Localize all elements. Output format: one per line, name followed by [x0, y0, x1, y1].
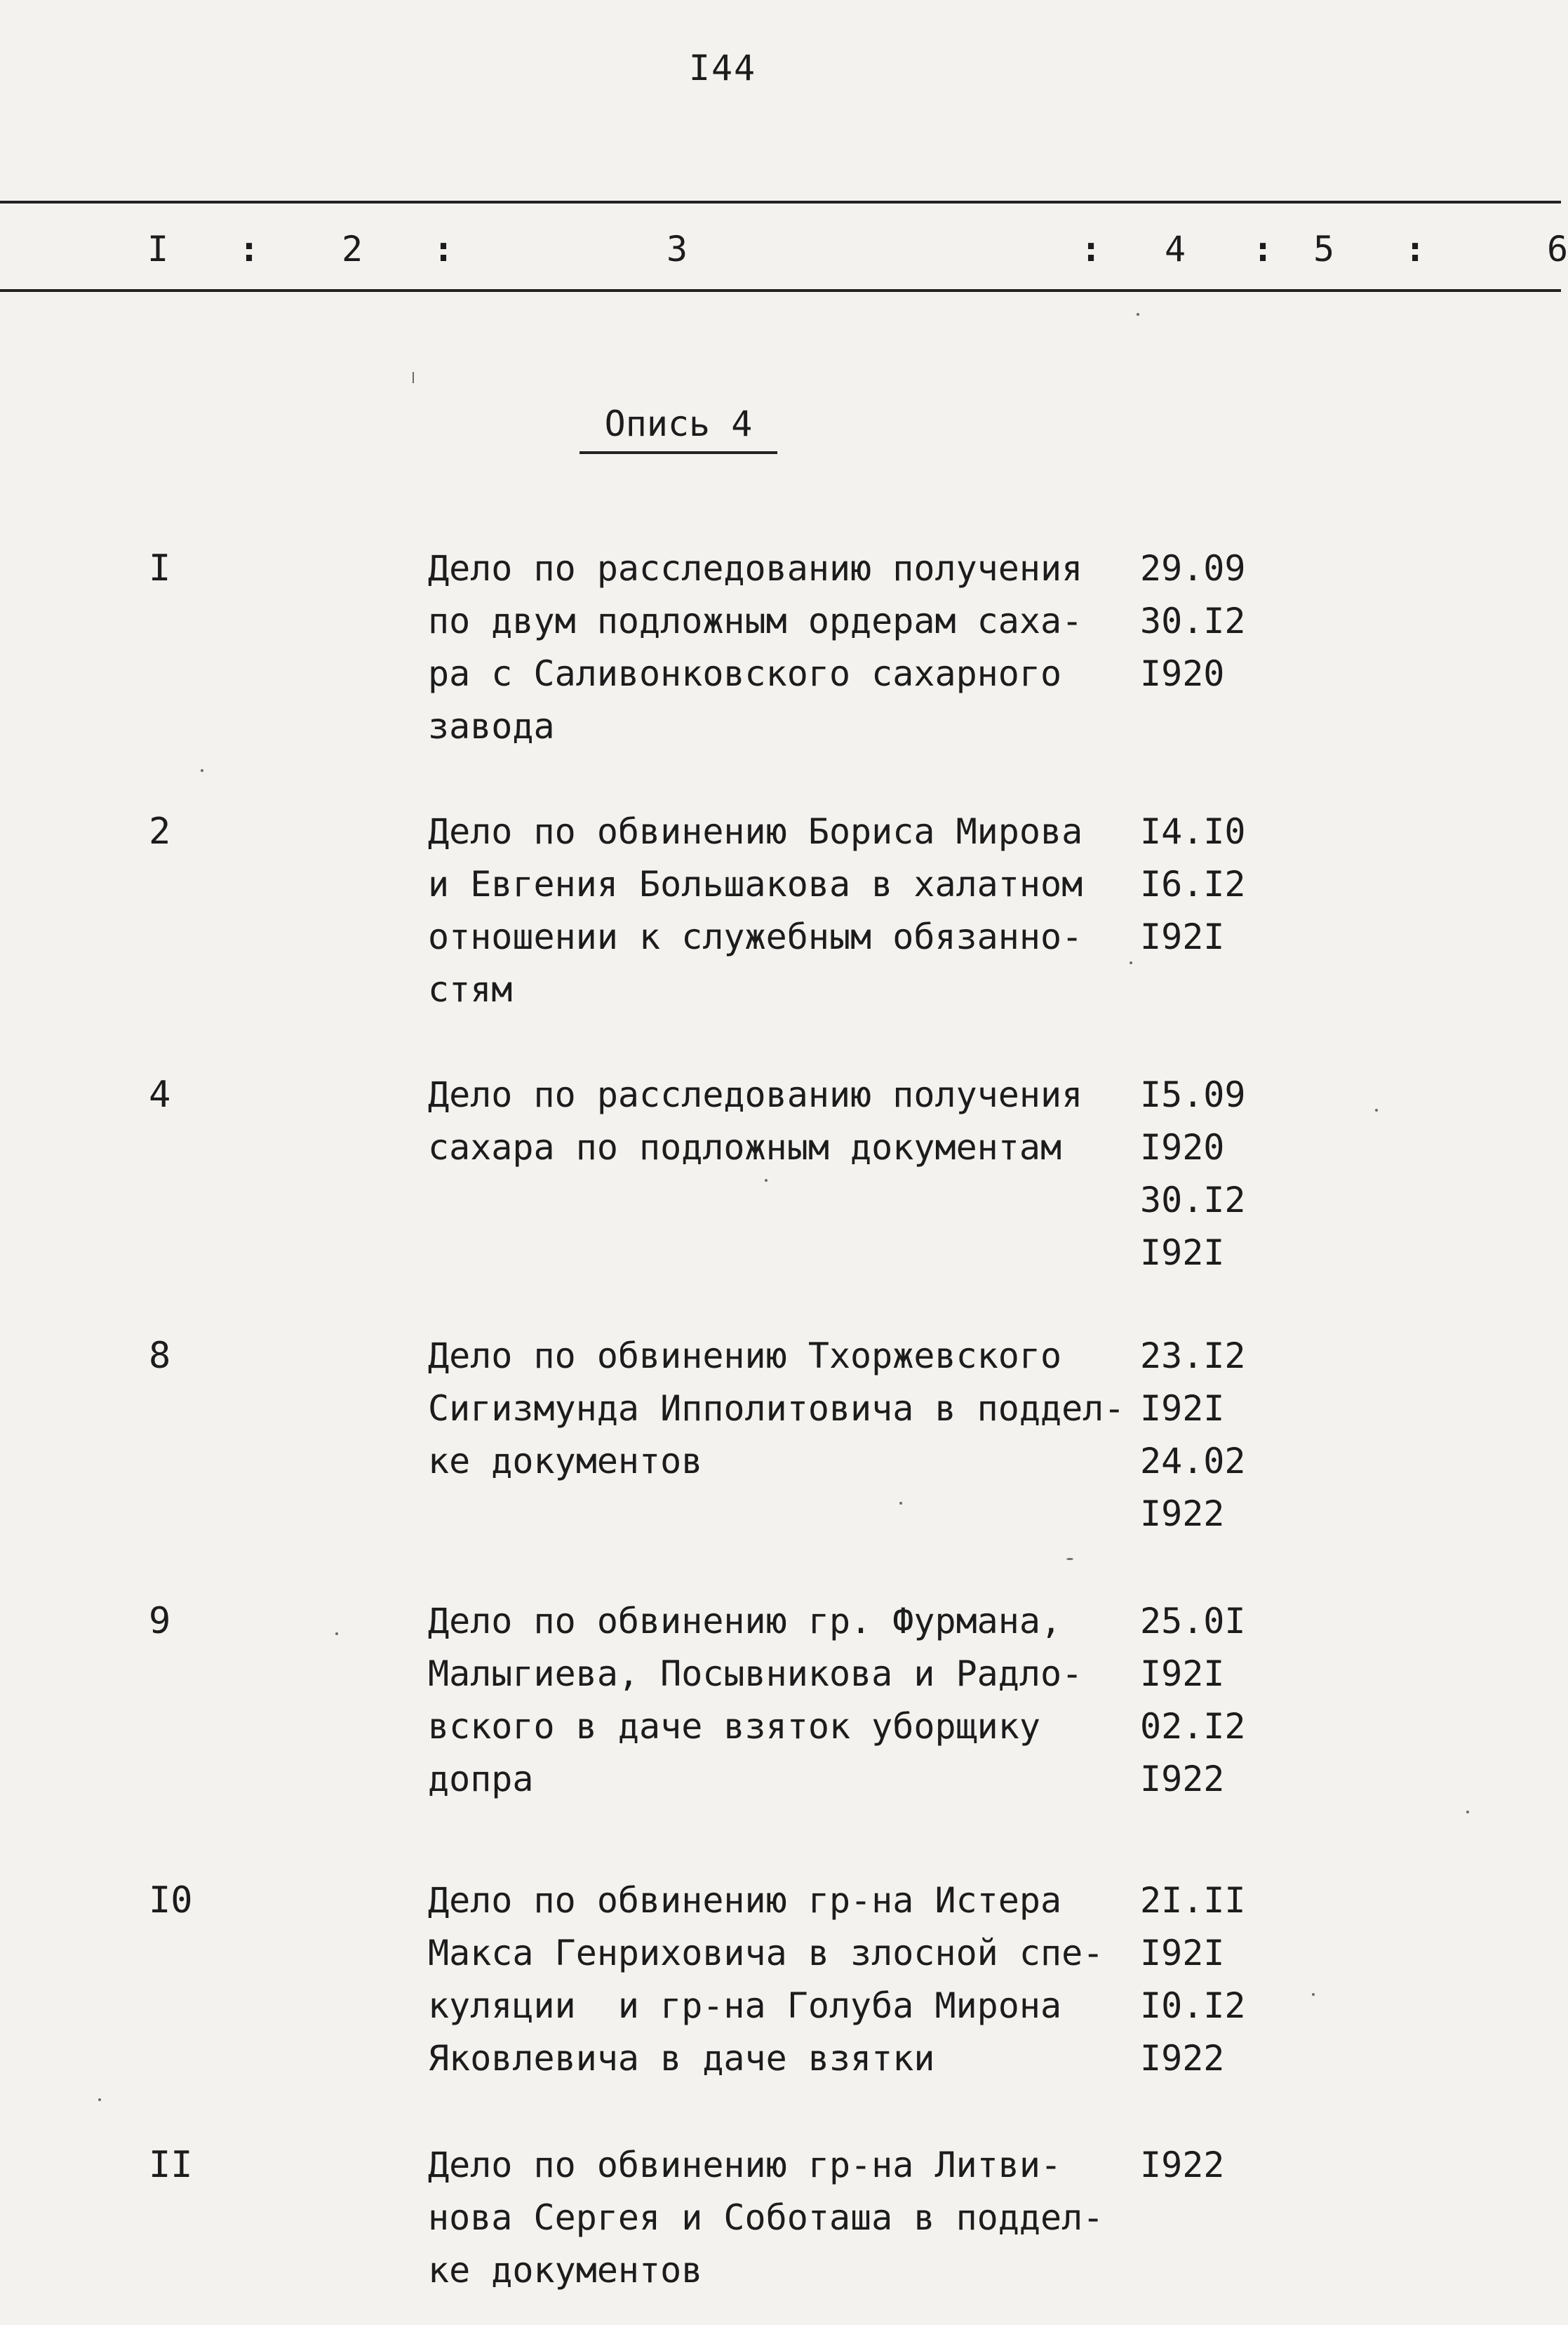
- entry-description: [428, 1330, 1130, 1488]
- entry-number: 8: [149, 1335, 171, 1377]
- scan-speck: [1137, 313, 1139, 316]
- entry-number: 4: [149, 1074, 171, 1116]
- header-rule-bottom: [0, 289, 1561, 292]
- column-header-4: 4: [1165, 229, 1186, 269]
- entry-dates: [1140, 1874, 1280, 2085]
- scan-speck: [1466, 1811, 1469, 1813]
- description-line: Дело по обвинению гр. Фурмана,: [428, 1601, 1062, 1641]
- entry-dates: [1140, 2139, 1280, 2192]
- date-line: I922: [1140, 1759, 1225, 1799]
- description-line: Дело по обвинению Бориса Мирова: [428, 811, 1083, 852]
- entry-description: [428, 2139, 1130, 2297]
- scan-speck: [1066, 1558, 1073, 1560]
- scan-speck: [899, 1502, 902, 1505]
- column-header-5: 5: [1313, 229, 1335, 269]
- scan-speck: [413, 372, 414, 383]
- description-line: Яковлевича в даче взятки: [428, 2038, 935, 2079]
- date-line: I92I: [1140, 917, 1225, 957]
- entry-dates: [1140, 1330, 1280, 1540]
- scan-speck: [765, 1179, 768, 1182]
- column-header-1: I: [147, 229, 169, 269]
- scan-speck: [98, 2098, 101, 2101]
- description-line: допра: [428, 1759, 534, 1799]
- description-line: Сигизмунда Ипполитовича в поддел-: [428, 1388, 1125, 1429]
- scan-speck: [335, 1632, 338, 1635]
- date-line: 23.I2: [1140, 1335, 1246, 1376]
- description-line: ке документов: [428, 1441, 703, 1481]
- date-line: I92I: [1140, 1232, 1225, 1273]
- header-rule-top: [0, 201, 1561, 204]
- entry-description: [428, 542, 1130, 753]
- entry-description: [428, 1595, 1130, 1806]
- description-line: Дело по обвинению Тхоржевского: [428, 1335, 1062, 1376]
- description-line: ке документов: [428, 2250, 703, 2291]
- scan-speck: [1130, 961, 1132, 964]
- entry-number: I: [149, 547, 171, 589]
- description-line: ра с Саливонковского сахарного: [428, 653, 1062, 694]
- entry-description: [428, 1069, 1130, 1174]
- inventory-title: Опись 4: [579, 404, 777, 454]
- scan-speck: [1375, 1109, 1378, 1112]
- scan-speck: [201, 769, 203, 772]
- date-line: 2I.II: [1140, 1880, 1246, 1921]
- date-line: 25.0I: [1140, 1601, 1246, 1641]
- description-line: Дело по обвинению гр-на Литви-: [428, 2145, 1062, 2185]
- entry-description: [428, 806, 1130, 1016]
- entry-dates: [1140, 1069, 1280, 1279]
- description-line: стям: [428, 969, 513, 1010]
- description-line: вского в даче взяток уборщику: [428, 1706, 1040, 1747]
- date-line: I92I: [1140, 1933, 1225, 1973]
- column-header-3: 3: [666, 229, 688, 269]
- column-separator: :: [433, 229, 455, 269]
- description-line: отношении к служебным обязанно-: [428, 917, 1083, 957]
- date-line: I92I: [1140, 1388, 1225, 1429]
- entry-number: 9: [149, 1600, 171, 1642]
- entry-dates: [1140, 542, 1280, 700]
- entry-number: I0: [149, 1879, 193, 1921]
- column-header-6: 6: [1547, 229, 1568, 269]
- date-line: I4.I0: [1140, 811, 1246, 852]
- description-line: и Евгения Большакова в халатном: [428, 864, 1083, 905]
- description-line: нова Сергея и Соботаша в поддел-: [428, 2197, 1104, 2238]
- date-line: 29.09: [1140, 548, 1246, 589]
- date-line: 24.02: [1140, 1441, 1246, 1481]
- description-line: куляции и гр-на Голуба Мирона: [428, 1985, 1062, 2026]
- description-line: Дело по расследованию получения: [428, 1074, 1083, 1115]
- scan-speck: [1312, 1993, 1315, 1996]
- column-separator: :: [1080, 229, 1102, 269]
- date-line: I922: [1140, 1493, 1225, 1534]
- date-line: 30.I2: [1140, 601, 1246, 641]
- date-line: I92I: [1140, 1653, 1225, 1694]
- column-header-2: 2: [342, 229, 363, 269]
- description-line: Макса Генриховича в злосной спе-: [428, 1933, 1104, 1973]
- description-line: завода: [428, 706, 555, 747]
- description-line: Малыгиева, Посывникова и Радло-: [428, 1653, 1083, 1694]
- entry-number: II: [149, 2144, 193, 2186]
- date-line: I920: [1140, 1127, 1225, 1168]
- date-line: 30.I2: [1140, 1180, 1246, 1220]
- entry-number: 2: [149, 811, 171, 853]
- column-separator: :: [1252, 229, 1274, 269]
- date-line: I5.09: [1140, 1074, 1246, 1115]
- description-line: по двум подложным ордерам саха-: [428, 601, 1083, 641]
- date-line: I922: [1140, 2145, 1225, 2185]
- column-separator: :: [239, 229, 260, 269]
- date-line: I920: [1140, 653, 1225, 694]
- date-line: I6.I2: [1140, 864, 1246, 905]
- entry-description: [428, 1874, 1130, 2085]
- date-line: 02.I2: [1140, 1706, 1246, 1747]
- date-line: I0.I2: [1140, 1985, 1246, 2026]
- description-line: Дело по обвинению гр-на Истера: [428, 1880, 1062, 1921]
- column-separator: :: [1405, 229, 1426, 269]
- description-line: сахара по подложным документам: [428, 1127, 1062, 1168]
- page-number: I44: [688, 48, 757, 88]
- entry-dates: [1140, 806, 1280, 964]
- entry-dates: [1140, 1595, 1280, 1806]
- date-line: I922: [1140, 2038, 1225, 2079]
- description-line: Дело по расследованию получения: [428, 548, 1083, 589]
